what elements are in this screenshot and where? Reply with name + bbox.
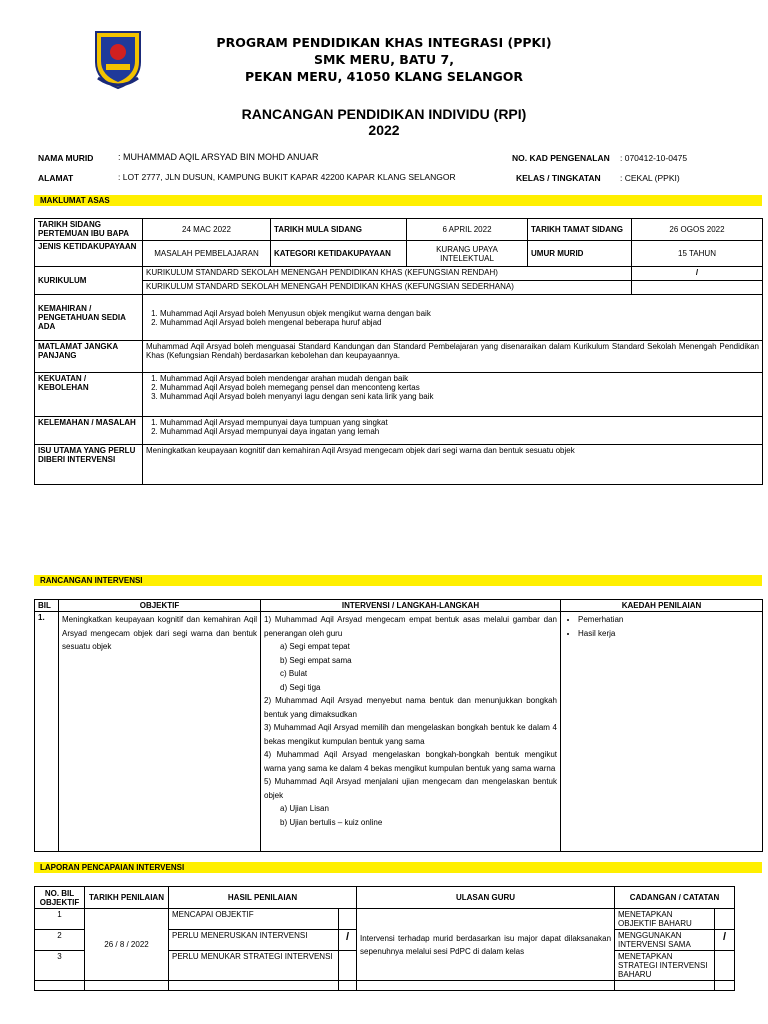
meeting-date-value: 24 MAC 2022 (143, 219, 271, 241)
col-teacher-comment: ULASAN GURU (357, 887, 615, 909)
step-5-sub-a: a) Ujian Lisan (280, 804, 329, 813)
curriculum-2-mark (632, 281, 763, 295)
name-label: NAMA MURID (38, 153, 94, 163)
section-report: LAPORAN PENCAPAIAN INTERVENSI (34, 862, 762, 873)
rec-mark (715, 909, 735, 930)
bil-value: 1. (35, 612, 59, 852)
document-title (0, 106, 768, 138)
result-mark (339, 909, 357, 930)
strength-item: 3. Muhammad Aqil Arsyad boleh menyanyi lagu dengan seni kata lirik yang baik (160, 392, 759, 401)
school-header (0, 34, 768, 85)
step-1-sub-c: c) Bulat (280, 669, 308, 678)
empty-cell (715, 981, 735, 991)
methods-list (561, 612, 763, 852)
step-2: 2) Muhammad Aqil Arsyad menyebut nama bentuk dan menunjukkan bongkah bentuk yang dimaksudkan (264, 696, 557, 719)
rpi-title: RANCANGAN PENDIDIKAN INDIVIDU (RPI) (241, 106, 527, 122)
end-date-value: 26 OGOS 2022 (632, 219, 763, 241)
disability-type-value: MASALAH PEMBELAJARAN (143, 241, 271, 267)
eval-date-value: 26 / 8 / 2022 (85, 909, 169, 981)
section-basic-info: MAKLUMAT ASAS (34, 195, 762, 206)
report-no: 2 (35, 930, 85, 951)
report-no: 1 (35, 909, 85, 930)
weakness-item: 2. Muhammad Aqil Arsyad mempunyai daya ingatan yang lemah (160, 427, 759, 436)
address-value: : LOT 2777, JLN DUSUN, KAMPUNG BUKIT KAPAR 42200 KAPAR KLANG SELANGOR (118, 172, 456, 182)
school-address: PEKAN MERU, 41050 KLANG SELANGOR (244, 69, 524, 84)
result-option: PERLU MENUKAR STRATEGI INTERVENSI (169, 951, 339, 981)
method-item: • Hasil kerja (578, 627, 759, 641)
meeting-date-label: TARIKH SIDANG PERTEMUAN IBU BAPA (35, 219, 143, 241)
rec-mark: / (715, 930, 735, 951)
start-date-label: TARIKH MULA SIDANG (271, 219, 407, 241)
age-label: UMUR MURID (528, 241, 632, 267)
disability-category-label: KATEGORI KETIDAKUPAYAAN (271, 241, 407, 267)
name-value: : MUHAMMAD AQIL ARSYAD BIN MOHD ANUAR (118, 152, 319, 162)
result-option: PERLU MENERUSKAN INTERVENSI (169, 930, 339, 951)
method-item: • Pemerhatian (578, 613, 759, 627)
empty-cell (35, 981, 85, 991)
step-1-sub-b: b) Segi empat sama (280, 655, 352, 665)
weakness-item: 1. Muhammad Aqil Arsyad mempunyai daya tumpuan yang singkat (160, 418, 759, 427)
weakness-list (143, 417, 763, 445)
col-eval-result: HASIL PENILAIAN (169, 887, 357, 909)
strength-item: 1. Muhammad Aqil Arsyad boleh mendengar arahan mudah dengan baik (160, 374, 759, 383)
disability-type-label: JENIS KETIDAKUPAYAAN (35, 241, 143, 267)
curriculum-label: KURIKULUM (35, 267, 143, 295)
step-3: 3) Muhammad Aqil Arsyad memilih dan mengelaskan bongkah bentuk ke dalam 4 bekas mengikut kumpulan bentuk yang sama (264, 723, 557, 746)
empty-cell (85, 981, 169, 991)
step-1-sub-a: a) Segi empat tepat (280, 642, 350, 651)
end-date-label: TARIKH TAMAT SIDANG (528, 219, 632, 241)
strength-list (143, 373, 763, 417)
issue-value: Meningkatkan keupayaan kognitif dan kemahiran Aqil Arsyad mengecam objek dari segi warna dan bentuk sesuatu objek (143, 445, 763, 485)
section-intervention: RANCANGAN INTERVENSI (34, 575, 762, 586)
ic-label: NO. KAD PENGENALAN (512, 153, 610, 163)
skill-item: 2. Muhammad Aqil Arsyad boleh mengenal beberapa huruf abjad (160, 318, 759, 327)
col-method: KAEDAH PENILAIAN (561, 600, 763, 612)
teacher-comment: Intervensi terhadap murid berdasarkan isu major dapat dilaksanakan sepenuhnya melalui sesi PdPC di dalam kelas (357, 909, 615, 981)
address-label: ALAMAT (38, 173, 74, 183)
basic-info-table (34, 218, 763, 485)
skills-list (143, 295, 763, 341)
report-table (34, 886, 735, 991)
class-value: : CEKAL (PPKI) (620, 173, 680, 183)
program-name: PROGRAM PENDIDIKAN KHAS INTEGRASI (PPKI) (216, 35, 552, 50)
curriculum-option-1: KURIKULUM STANDARD SEKOLAH MENENGAH PENDIDIKAN KHAS (KEFUNGSIAN RENDAH) (143, 267, 632, 281)
issue-label: ISU UTAMA YANG PERLU DIBERI INTERVENSI (35, 445, 143, 485)
step-1-text: Muhammad Aqil Arsyad mengecam empat bentuk asas melalui gambar dan penerangan oleh guru (264, 615, 557, 638)
goal-value: Muhammad Aqil Arsyad boleh menguasai Standard Kandungan dan Standard Pembelajaran yang disenaraikan dalam Kurikulum Standard Sekolah Menengah Pendidikan Khas (Kefungsian Rendah) berdasarkan kebolehan dan keupayaannya. (143, 341, 763, 373)
step-4: 4) Muhammad Aqil Arsyad mengelaskan bongkah-bongkah bentuk mengikut warna yang sama ke dalam 4 bekas mengikut kumpulan bentuk yang sama warna (264, 750, 557, 773)
col-bil: BIL (35, 600, 59, 612)
col-steps: INTERVENSI / LANGKAH-LANGKAH (261, 600, 561, 612)
empty-cell (339, 981, 357, 991)
intervention-table (34, 599, 763, 852)
empty-cell (357, 981, 615, 991)
skill-item: 1. Muhammad Aqil Arsyad boleh Menyusun objek mengikut warna dengan baik (160, 309, 759, 318)
step-5-sub-b: b) Ujian bertulis – kuiz online (280, 817, 383, 827)
empty-cell (169, 981, 339, 991)
school-name: SMK MERU, BATU 7, (313, 52, 455, 67)
col-objective: OBJEKTIF (59, 600, 261, 612)
skills-label: KEMAHIRAN / PENGETAHUAN SEDIA ADA (35, 295, 143, 341)
class-label: KELAS / TINGKATAN (516, 173, 601, 183)
age-value: 15 TAHUN (632, 241, 763, 267)
strength-item: 2. Muhammad Aqil Arsyad boleh memegang pensel dan menconteng kertas (160, 383, 759, 392)
step-5: 5) Muhammad Aqil Arsyad menjalani ujian mengecam dan mengelaskan bentuk objek (264, 777, 557, 800)
steps-list (261, 612, 561, 852)
curriculum-option-2: KURIKULUM STANDARD SEKOLAH MENENGAH PENDIDIKAN KHAS (KEFUNGSIAN SEDERHANA) (143, 281, 632, 295)
step-1-sub-d: d) Segi tiga (280, 682, 321, 692)
step-1: 1) Muhammad Aqil Arsyad mengecam empat bentuk asas melalui gambar dan penerangan oleh guru (264, 615, 557, 638)
rec-mark (715, 951, 735, 981)
rec-option: MENETAPKAN OBJEKTIF BAHARU (615, 909, 715, 930)
rpi-year: 2022 (368, 122, 400, 138)
report-no: 3 (35, 951, 85, 981)
rec-option: MENETAPKAN STRATEGI INTERVENSI BAHARU (615, 951, 715, 981)
objective-value: Meningkatkan keupayaan kognitif dan kemahiran Aqil Arsyad mengecam objek dari segi warna dan bentuk sesuatu objek (59, 612, 261, 852)
disability-category-value: KURANG UPAYA INTELEKTUAL (407, 241, 528, 267)
curriculum-1-mark: / (632, 267, 763, 281)
col-eval-date: TARIKH PENILAIAN (85, 887, 169, 909)
ic-value: : 070412-10-0475 (620, 153, 688, 163)
col-recommendation: CADANGAN / CATATAN (615, 887, 735, 909)
result-option: MENCAPAI OBJEKTIF (169, 909, 339, 930)
result-mark: / (339, 930, 357, 951)
start-date-value: 6 APRIL 2022 (407, 219, 528, 241)
result-mark (339, 951, 357, 981)
goal-label: MATLAMAT JANGKA PANJANG (35, 341, 143, 373)
strength-label: KEKUATAN / KEBOLEHAN (35, 373, 143, 417)
col-objective-no: NO. BIL OBJEKTIF (35, 887, 85, 909)
empty-cell (615, 981, 715, 991)
weakness-label: KELEMAHAN / MASALAH (35, 417, 143, 445)
rec-option: MENGGUNAKAN INTERVENSI SAMA (615, 930, 715, 951)
